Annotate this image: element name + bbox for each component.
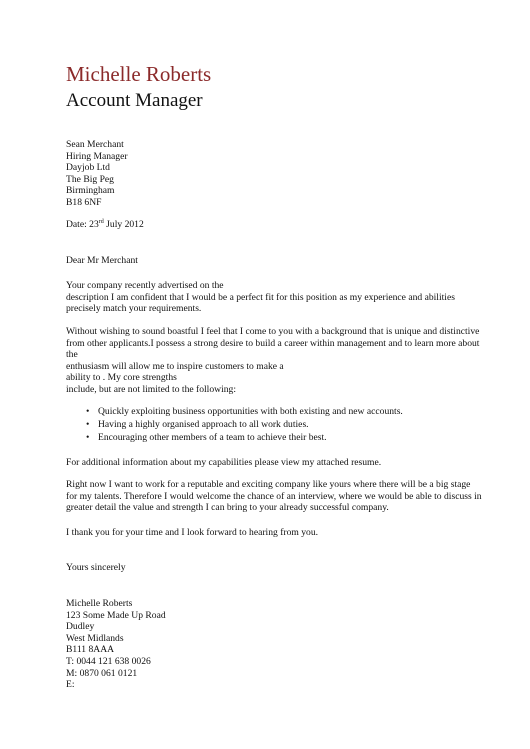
- list-item-text: Having a highly organised approach to all work duties.: [98, 418, 309, 430]
- date-ordinal: rd: [98, 218, 104, 225]
- paragraph-thanks: [66, 527, 466, 539]
- recipient-line: Dayjob Ltd: [66, 162, 110, 174]
- paragraph-line: greater detail the value and strength I can bring to your already successful company.: [66, 502, 389, 514]
- paragraph-background: [66, 326, 480, 396]
- signature-line: Michelle Roberts: [66, 598, 133, 609]
- closing: [66, 562, 466, 574]
- paragraph-line: from other applicants.I possess a strong desire to build a career within management and to learn more about: [66, 337, 480, 349]
- paragraph-line: the: [66, 349, 78, 361]
- list-item: [66, 432, 403, 445]
- list-item: [66, 419, 403, 432]
- list-item-text: Quickly exploiting business opportunities with both existing and new accounts.: [98, 406, 403, 417]
- paragraph-line: enthusiasm will allow me to inspire customers to make a: [66, 360, 284, 372]
- sender-job-title: Account Manager: [66, 90, 203, 111]
- paragraph-line: include, but are not limited to the following:: [66, 383, 236, 395]
- paragraph-line: Your company recently advertised on the: [66, 280, 224, 291]
- recipient-line: Sean Merchant: [66, 139, 124, 150]
- paragraph-interview: [66, 479, 482, 514]
- paragraph-line: description I am confident that I would be a perfect fit for this position as my experience and abilities: [66, 291, 455, 303]
- signature-block: [66, 598, 466, 691]
- recipient-line: Hiring Manager: [66, 150, 128, 162]
- salutation: [66, 255, 466, 267]
- recipient-address: [66, 139, 466, 209]
- paragraph-resume: [66, 457, 466, 469]
- bullet-icon: •: [86, 418, 90, 430]
- sender-name-heading: Michelle Roberts: [66, 62, 212, 86]
- date-prefix: Date: 23: [66, 219, 99, 230]
- paragraph-line: ability to . My core strengths: [66, 372, 177, 384]
- list-item-text: Encouraging other members of a team to achieve their best.: [98, 431, 327, 443]
- paragraph-line: Right now I want to work for a reputable and exciting company like yours where there will be a big stage: [66, 479, 471, 490]
- salutation-text: Dear Mr Merchant: [66, 255, 138, 266]
- recipient-line: The Big Peg: [66, 173, 114, 185]
- bullet-icon: •: [86, 406, 90, 417]
- signature-line: 123 Some Made Up Road: [66, 609, 166, 621]
- signature-line: E:: [66, 679, 75, 691]
- signature-line: T: 0044 121 638 0026: [66, 655, 151, 667]
- paragraph-line: for my talents. Therefore I would welcome the chance of an interview, where we would be able to discuss in: [66, 490, 482, 502]
- list-item: [66, 406, 403, 419]
- signature-line: West Midlands: [66, 632, 124, 644]
- paragraph-line: I thank you for your time and I look forward to hearing from you.: [66, 527, 319, 538]
- bullet-icon: •: [86, 431, 90, 443]
- date-rest: July 2012: [103, 219, 144, 230]
- letter-date: [66, 219, 466, 231]
- recipient-line: B18 6NF: [66, 196, 102, 208]
- recipient-line: Birmingham: [66, 185, 115, 197]
- signature-line: Dudley: [66, 621, 95, 633]
- closing-text: Yours sincerely: [66, 562, 126, 573]
- paragraph-line: Without wishing to sound boastful I feel that I come to you with a background that is unique and distinctive: [66, 326, 480, 337]
- strengths-list: [66, 406, 403, 444]
- paragraph-line: For additional information about my capabilities please view my attached resume.: [66, 457, 382, 468]
- signature-line: B111 8AAA: [66, 644, 115, 656]
- paragraph-intro: [66, 280, 466, 315]
- signature-line: M: 0870 061 0121: [66, 667, 138, 679]
- paragraph-line: precisely match your requirements.: [66, 303, 202, 315]
